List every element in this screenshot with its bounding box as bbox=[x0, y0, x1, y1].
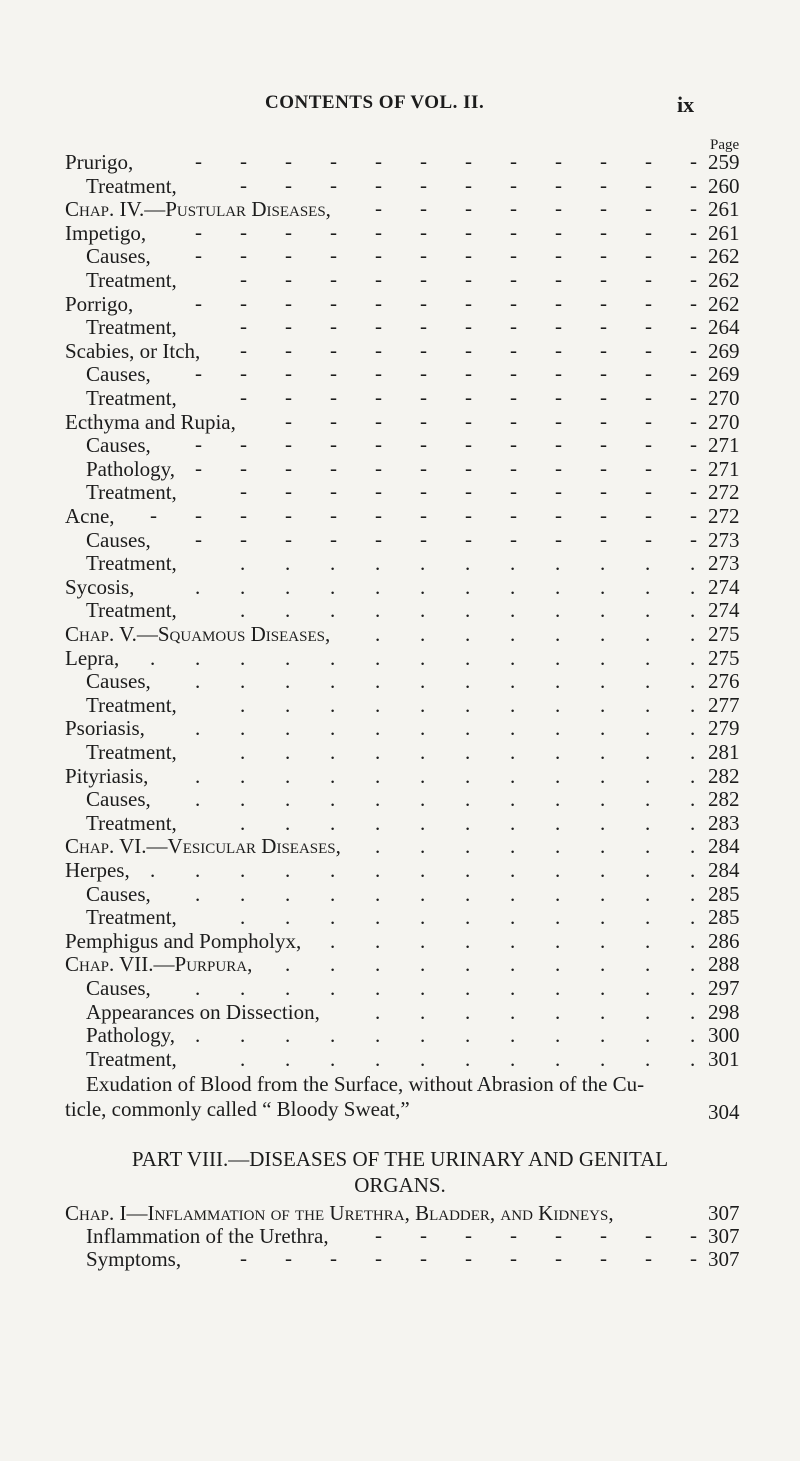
entry-page: 262 bbox=[708, 291, 740, 316]
entry-label: Acne, bbox=[65, 504, 115, 528]
page-number: ix bbox=[677, 92, 695, 117]
part-heading-line-1: PART VIII.—DISEASES OF THE URINARY AND GENITAL bbox=[131, 1147, 669, 1172]
entry-page: 285 bbox=[708, 881, 740, 906]
toc-entry: Causes, 285 . . . . . . . . . . . . bbox=[86, 881, 740, 906]
toc-entry: Treatment, 273 . . . . . . . . . . . bbox=[86, 551, 740, 576]
toc-entry: Treatment, 301 . . . . . . . . . . . bbox=[86, 1046, 740, 1071]
page-column-label: Page bbox=[710, 137, 740, 153]
entry-page: 283 bbox=[708, 810, 740, 835]
entry-page: 269 bbox=[708, 338, 740, 363]
entry-page: 279 bbox=[708, 716, 740, 741]
entry-label: Pemphigus and Pompholyx, bbox=[65, 928, 302, 953]
entry-label: Treatment, bbox=[86, 810, 177, 835]
toc-entry: Treatment, 285 . . . . . . . . . . . bbox=[86, 905, 740, 930]
chapter-heading: Chap. I—Inflammation of the Urethra, Bladder, and Kidneys, bbox=[65, 1201, 614, 1226]
entry-label: Treatment, bbox=[86, 315, 177, 340]
entry-page: 307 bbox=[708, 1247, 740, 1272]
toc-entry: Treatment, 281 . . . . . . . . . . . bbox=[86, 740, 740, 764]
toc-entry: Symptoms, 307 - - - - - - - - - - - bbox=[86, 1246, 740, 1272]
entry-label: Prurigo, bbox=[65, 150, 134, 174]
entry-label: Ecthyma and Rupia, bbox=[65, 409, 236, 434]
entry-page: 300 bbox=[708, 1023, 740, 1048]
entry-page: 273 bbox=[708, 527, 740, 552]
entry-label: Inflammation of the Urethra, bbox=[86, 1224, 329, 1249]
toc-entry: Chap. V.—Squamous Diseases, 275 . . . . . . . . bbox=[65, 622, 740, 646]
entry-label: Pathology, bbox=[86, 456, 176, 481]
chapter-heading: Chap. VII.—Purpura, bbox=[65, 952, 253, 977]
toc-entry: Inflammation of the Urethra, 307 - - - - - - - - bbox=[86, 1223, 740, 1249]
toc-entry: Treatment, 277 . . . . . . . . . . . bbox=[86, 692, 740, 717]
toc-entry: Causes, 271 - - - - - - - - - - - - bbox=[86, 432, 740, 458]
entry-page: 275 bbox=[708, 622, 740, 646]
toc-entry: Appearances on Dissection, 298 . . . . . . . . bbox=[86, 999, 740, 1024]
entry-label: Scabies, or Itch, bbox=[65, 338, 201, 363]
entry-page: 288 bbox=[708, 952, 740, 977]
entry-page: 307 bbox=[708, 1201, 740, 1226]
entry-page: 261 bbox=[708, 220, 740, 245]
entry-page: 271 bbox=[708, 433, 740, 458]
entry-label: Treatment, bbox=[86, 1046, 177, 1071]
entry-page: 301 bbox=[708, 1046, 740, 1071]
chapter-heading: Chap. IV.—Pustular Diseases, bbox=[65, 197, 331, 222]
exudation-page: 304 bbox=[708, 1100, 740, 1125]
chapter-heading: Chap. V.—Squamous Diseases, bbox=[65, 622, 331, 646]
entry-page: 259 bbox=[708, 150, 740, 174]
entry-page: 298 bbox=[708, 999, 740, 1024]
entry-label: Causes, bbox=[86, 787, 151, 812]
exudation-line-2: ticle, commonly called “ Bloody Sweat,” bbox=[65, 1097, 410, 1122]
entry-page: 282 bbox=[708, 763, 740, 788]
entry-label: Treatment, bbox=[86, 480, 177, 505]
entry-page: 297 bbox=[708, 976, 740, 1000]
entry-page: 274 bbox=[708, 598, 740, 623]
toc-entry: Porrigo, 262 - - - - - - - - - - - - bbox=[65, 290, 740, 316]
entry-page: 270 bbox=[708, 409, 740, 434]
entry-page: 271 bbox=[708, 456, 740, 481]
exudation-line-1: Exudation of Blood from the Surface, without Abrasion of the Cu- bbox=[86, 1072, 645, 1097]
toc-entry: Acne, 272 - - - - - - - - - - - - - bbox=[65, 503, 740, 528]
toc-entry: Causes, 262 - - - - - - - - - - - - bbox=[86, 243, 740, 269]
toc-entry: Ecthyma and Rupia, 270 - - - - - - - - - - bbox=[65, 408, 740, 434]
toc-entry: Causes, 276 . . . . . . . . . . . . bbox=[86, 669, 740, 694]
entry-label: Treatment, bbox=[86, 692, 177, 717]
toc-entry: Sycosis, 274 . . . . . . . . . . . . bbox=[65, 574, 740, 599]
toc-entry: Treatment, 283 . . . . . . . . . . . bbox=[86, 810, 740, 835]
entry-page: 272 bbox=[708, 480, 740, 505]
entry-page: 262 bbox=[708, 268, 740, 292]
entry-page: 261 bbox=[708, 197, 740, 222]
toc-entry: Treatment, 264 - - - - - - - - - - - bbox=[86, 314, 740, 340]
toc-entry: Causes, 297 . . . . . . . . . . . . bbox=[86, 976, 740, 1000]
entry-page: 282 bbox=[708, 787, 740, 812]
entry-label: Herpes, bbox=[65, 858, 130, 882]
entry-label: Pityriasis, bbox=[65, 763, 149, 788]
entry-page: 277 bbox=[708, 692, 740, 717]
toc-entry: Impetigo, 261 - - - - - - - - - - - - bbox=[65, 219, 740, 245]
entry-page: 270 bbox=[708, 386, 740, 410]
toc-entry: Causes, 269 - - - - - - - - - - - - bbox=[86, 361, 740, 387]
entry-page: 284 bbox=[708, 858, 740, 882]
toc-entry: Scabies, or Itch, 269 - - - - - - - - - - - bbox=[65, 337, 740, 363]
entry-page: 275 bbox=[708, 645, 740, 670]
entry-label: Treatment, bbox=[86, 551, 177, 576]
entry-label: Causes, bbox=[86, 881, 151, 906]
entry-page: 284 bbox=[708, 834, 740, 859]
toc-entry: Pathology, 300 . . . . . . . . . . . . bbox=[86, 1023, 740, 1048]
entry-label: Treatment, bbox=[86, 173, 177, 198]
entry-page: 285 bbox=[708, 905, 740, 930]
toc-entry: Herpes, 284 . . . . . . . . . . . . . bbox=[65, 858, 740, 882]
entry-page: 269 bbox=[708, 362, 740, 387]
entry-label: Porrigo, bbox=[65, 291, 134, 316]
entry-page: 286 bbox=[708, 928, 740, 953]
toc-entry: Psoriasis, 279 . . . . . . . . . . . . bbox=[65, 716, 740, 741]
toc-entry bbox=[0, 1201, 800, 1225]
part-heading-line-2: ORGANS. bbox=[354, 1173, 446, 1198]
entry-page: 273 bbox=[708, 551, 740, 576]
toc-entry: Lepra, 275 . . . . . . . . . . . . . bbox=[65, 645, 740, 670]
toc-entry: Treatment, 272 - - - - - - - - - - - bbox=[86, 479, 740, 505]
running-title: CONTENTS OF VOL. II. bbox=[265, 92, 485, 113]
toc-entry: Chap. IV.—Pustular Diseases, 261 - - - - - - - - bbox=[65, 196, 740, 222]
entry-label: Psoriasis, bbox=[65, 716, 145, 741]
entry-label: Causes, bbox=[86, 976, 151, 1000]
toc-entry: Pemphigus and Pompholyx, 286 . . . . . . . . . bbox=[65, 928, 740, 953]
entry-page: 260 bbox=[708, 173, 740, 198]
entry-label: Treatment, bbox=[86, 268, 177, 292]
toc-entry: Treatment, 274 . . . . . . . . . . . bbox=[86, 598, 740, 623]
entry-page: 264 bbox=[708, 315, 740, 340]
entry-label: Causes, bbox=[86, 527, 151, 552]
entry-page: 276 bbox=[708, 669, 740, 694]
running-header bbox=[0, 92, 800, 118]
entry-label: Sycosis, bbox=[65, 574, 135, 599]
toc-entry: Causes, 273 - - - - - - - - - - - - bbox=[86, 526, 740, 552]
toc-entry: Chap. VI.—Vesicular Diseases, 284 . . . . . . . . bbox=[65, 834, 740, 859]
entry-label: Treatment, bbox=[86, 386, 177, 410]
entry-page: 272 bbox=[708, 504, 740, 528]
entry-label: Appearances on Dissection, bbox=[86, 999, 320, 1024]
toc-entry: Chap. VII.—Purpura, 288 . . . . . . . . . . bbox=[65, 952, 740, 977]
toc-entry: Pityriasis, 282 . . . . . . . . . . . . bbox=[65, 763, 740, 788]
toc-entry: Treatment, 262 - - - - - - - - - - - bbox=[86, 267, 740, 292]
toc-entry: Causes, 282 . . . . . . . . . . . . bbox=[86, 787, 740, 812]
entry-page: 307 bbox=[708, 1224, 740, 1249]
entry-label: Lepra, bbox=[65, 645, 120, 670]
chapter-heading: Chap. VI.—Vesicular Diseases, bbox=[65, 834, 341, 859]
entry-page: 262 bbox=[708, 244, 740, 269]
toc-entry: Prurigo, 259 - - - - - - - - - - - - bbox=[65, 149, 740, 174]
entry-label: Causes, bbox=[86, 362, 151, 387]
toc-entry: Treatment, 260 - - - - - - - - - - - bbox=[86, 172, 740, 198]
entry-label: Causes, bbox=[86, 433, 151, 458]
entry-page: 281 bbox=[708, 740, 740, 764]
entry-page: 274 bbox=[708, 574, 740, 599]
toc-entry: Treatment, 270 - - - - - - - - - - - bbox=[86, 385, 740, 410]
entry-label: Pathology, bbox=[86, 1023, 176, 1048]
entry-label: Treatment, bbox=[86, 740, 177, 764]
entry-label: Causes, bbox=[86, 244, 151, 269]
entry-label: Impetigo, bbox=[65, 220, 147, 245]
entry-label: Causes, bbox=[86, 669, 151, 694]
entry-label: Treatment, bbox=[86, 598, 177, 623]
entry-label: Treatment, bbox=[86, 905, 177, 930]
entry-label: Symptoms, bbox=[86, 1247, 182, 1272]
toc-entry: Pathology, 271 - - - - - - - - - - - - bbox=[86, 455, 740, 481]
